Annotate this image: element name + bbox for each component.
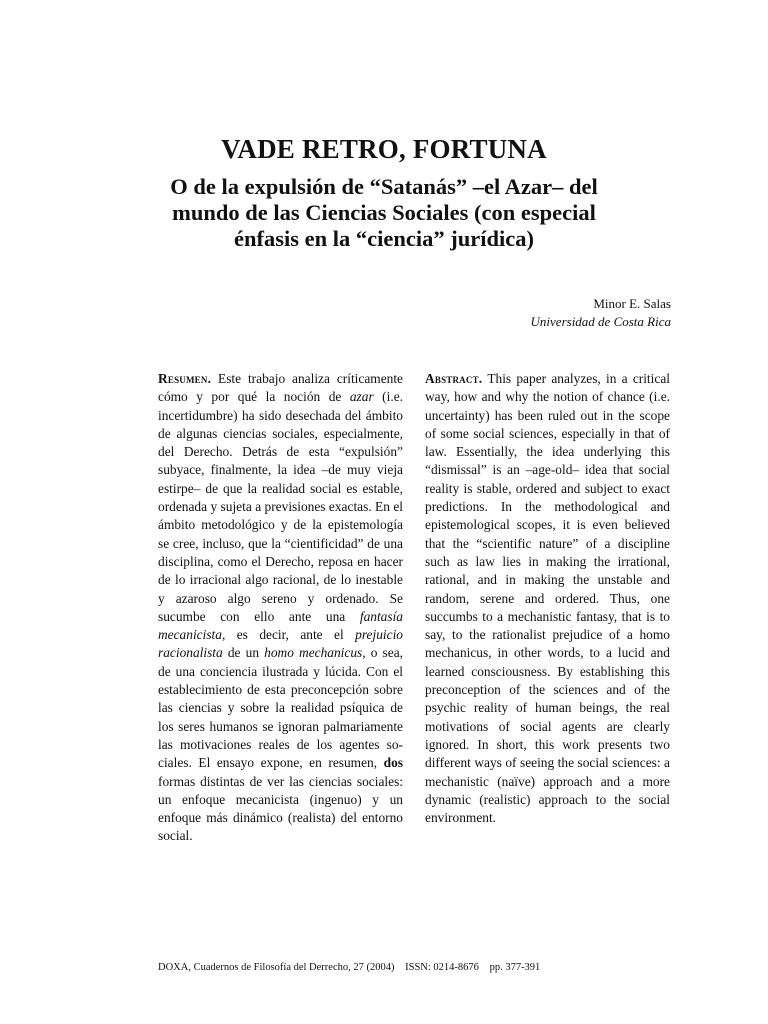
- resumen-text-1: Este trabajo analiza críticamente cómo y por qué la noción de: [158, 371, 403, 405]
- article-subtitle: O de la expulsión de “Satanás” –el Azar– del mundo de las Ciencias Sociales (con especial énfasis en la “ciencia” jurídica): [170, 174, 598, 251]
- resumen-text-3: , es decir, ante el: [221, 627, 356, 643]
- resumen-column: [158, 370, 403, 846]
- resumen-emphasis-azar: azar: [349, 389, 374, 405]
- resumen-text-5: o sea, de una conciencia ilustrada y lúcida. Con el establecimiento de esta preconcepción sobre las ciencias y sobre la realidad psíquica de los seres humanos se ignoran palmariamente las motivaciones reales de los agentes sociales. El ensayo expone, en resumen,: [158, 645, 404, 771]
- footer-journal: DOXA, Cuadernos de Filosofía del Derrecho, 27 (2004): [158, 962, 395, 973]
- footer-issn: ISSN: 0214-8676: [405, 962, 479, 973]
- resumen-heading: Resumen.: [158, 371, 212, 386]
- abstract-column: [425, 370, 670, 827]
- author-block: [531, 295, 671, 331]
- resumen-text-4: de un: [222, 645, 265, 661]
- page-footer: [158, 962, 540, 973]
- footer-pages: pp. 377-391: [489, 962, 541, 973]
- resumen-text-6: formas distintas de ver las ciencias sociales: un enfoque mecanicista (ingenuo) y un enfoque más dinámico (realista) del entorno social.: [158, 773, 403, 844]
- author-affiliation: Universidad de Costa Rica: [530, 314, 671, 329]
- resumen-emphasis-fantasia: fantasía mecanicista: [158, 608, 403, 643]
- abstract-text: This paper analyzes, in a critical way, how and why the notion of chance (i.e. uncertainty) has been ruled out in the scope of some social sciences, especially in that of law. Essentially, the idea underlying this “dismissal” is an –age-old– idea that social reality is stable, ordered and subject to exact predictions. In the methodological and epistemological scopes, it is even believed that the “scientific nature” of a discipline such as law lies in making the irrational, rational, and in making the unstable and random, serene and ordered. Thus, one succumbs to a mechanistic fantasy, that is to say, to the rationalist prejudice of a homo mechanicus, in other words, to a lucid and learned consciousness. By establishing this preconception of the sciences and of the psychic reality of human beings, the real motivations of social agents are clearly ignored. In short, this work presents two different ways of seeing the social sciences: a mechanistic (naïve) approach and a more dynamic (realistic) approach to the social environment.: [425, 371, 670, 826]
- resumen-emphasis-prejuicio: prejuicio racionalista: [158, 627, 403, 661]
- resumen-emphasis-homo: homo mechanicus,: [264, 645, 366, 661]
- resumen-bold-dos: dos: [383, 755, 403, 771]
- resumen-text-2: (i.e. incertidumbre) ha sido desechada del ámbito de algunas ciencias sociales, especialmente, del Derecho. Detrás de esta “expulsión” subyace, finalmente, la idea –de muy vieja estirpe– de que la realidad social es estable, ordenada y sujeta a previsiones exactas. En el ámbito metodológico y de la epistemología se cree, incluso, que la “cientificidad” de una disciplina, como el Derecho, reposa en hacer de lo irracional algo racional, de lo inestable y azaroso algo sereno y ordenado. Se sucumbe con ello ante una: [158, 389, 404, 624]
- abstract-heading: Abstract.: [425, 371, 483, 386]
- article-title: VADE RETRO, FORTUNA: [221, 134, 547, 164]
- author-name: Minor E. Salas: [593, 296, 671, 311]
